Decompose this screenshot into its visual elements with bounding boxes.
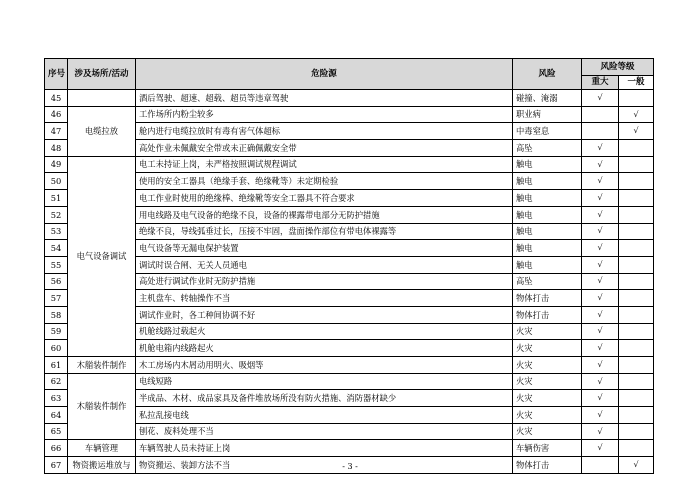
hazard-cell: 调试时误合闸、无关人员通电: [136, 256, 513, 273]
risk-cell: 高坠: [513, 140, 582, 157]
table-row: [45, 273, 654, 290]
table-row: [45, 240, 654, 257]
general-check-cell: [619, 206, 654, 223]
major-check-cell: √: [582, 190, 619, 207]
place-cell: 木艏装件制作: [68, 357, 136, 374]
table-row: [45, 206, 654, 223]
general-check-cell: [619, 423, 654, 440]
hazard-cell: 木工房场内木屑动用明火、吸烟等: [136, 357, 513, 374]
hazard-cell: 酒后驾驶、超速、超载、超员等违章驾驶: [136, 90, 513, 107]
risk-cell: 火灾: [513, 340, 582, 357]
row-number: 45: [45, 90, 68, 107]
risk-cell: 触电: [513, 223, 582, 240]
hazard-cell: 电线短路: [136, 373, 513, 390]
header-risk: 风险: [513, 59, 582, 90]
risk-cell: 物体打击: [513, 306, 582, 323]
hazard-cell: 电气设备等无漏电保护装置: [136, 240, 513, 257]
table-row: [45, 390, 654, 407]
row-number: 51: [45, 190, 68, 207]
hazard-cell: 刨花、废料处理不当: [136, 423, 513, 440]
major-check-cell: √: [582, 423, 619, 440]
table-row: [45, 373, 654, 390]
row-number: 48: [45, 140, 68, 157]
table-body: [45, 90, 654, 474]
general-check-cell: [619, 407, 654, 424]
major-check-cell: √: [582, 240, 619, 257]
general-check-cell: [619, 306, 654, 323]
row-number: 52: [45, 206, 68, 223]
risk-cell: 职业病: [513, 106, 582, 123]
place-cell: 电缆拉放: [68, 106, 136, 156]
place-cell: [68, 90, 136, 107]
major-check-cell: √: [582, 290, 619, 307]
row-number: 65: [45, 423, 68, 440]
general-check-cell: [619, 256, 654, 273]
table-row: [45, 156, 654, 173]
table-row: [45, 190, 654, 207]
general-check-cell: [619, 223, 654, 240]
risk-cell: 触电: [513, 173, 582, 190]
hazard-cell: 车辆驾驶人员未持证上岗: [136, 440, 513, 457]
risk-cell: 物体打击: [513, 290, 582, 307]
risk-cell: 火灾: [513, 407, 582, 424]
general-check-cell: [619, 357, 654, 374]
general-check-cell: [619, 190, 654, 207]
hazard-cell: 物资搬运、装卸方法不当: [136, 457, 513, 474]
header-no: 序号: [45, 59, 68, 90]
hazard-cell: 用电线路及电气设备的绝缘不良，设备的裸露带电部分无防护措施: [136, 206, 513, 223]
row-number: 47: [45, 123, 68, 140]
hazard-cell: 半成品、木材、成品家具及备件堆放场所没有防火措施、消防器材缺少: [136, 390, 513, 407]
hazard-cell: 工作场所内粉尘较多: [136, 106, 513, 123]
risk-cell: 火灾: [513, 357, 582, 374]
table-row: [45, 407, 654, 424]
row-number: 53: [45, 223, 68, 240]
major-check-cell: √: [582, 440, 619, 457]
risk-cell: 火灾: [513, 323, 582, 340]
major-check-cell: √: [582, 273, 619, 290]
page-number: - 3 -: [342, 462, 358, 471]
general-check-cell: [619, 390, 654, 407]
risk-cell: 触电: [513, 256, 582, 273]
hazard-cell: 电工作业时使用的绝缘棒、绝缘靴等安全工器具不符合要求: [136, 190, 513, 207]
header-major: 重大: [582, 76, 619, 90]
major-check-cell: √: [582, 206, 619, 223]
risk-cell: 触电: [513, 240, 582, 257]
major-check-cell: √: [582, 357, 619, 374]
risk-cell: 物体打击: [513, 457, 582, 474]
risk-cell: 火灾: [513, 423, 582, 440]
major-check-cell: √: [582, 407, 619, 424]
major-check-cell: √: [582, 90, 619, 107]
hazard-cell: 私拉乱接电线: [136, 407, 513, 424]
hazard-cell: 高处作业未佩戴安全带或未正确佩戴安全带: [136, 140, 513, 157]
general-check-cell: [619, 340, 654, 357]
row-number: 58: [45, 306, 68, 323]
risk-cell: 火灾: [513, 390, 582, 407]
hazard-cell: 绝缘不良，导线弧垂过长，压接不牢固，盘面操作部位有带电体裸露等: [136, 223, 513, 240]
row-number: 55: [45, 256, 68, 273]
major-check-cell: √: [582, 323, 619, 340]
row-number: 67: [45, 457, 68, 474]
table-row: [45, 357, 654, 374]
major-check-cell: √: [582, 256, 619, 273]
risk-cell: 火灾: [513, 373, 582, 390]
row-number: 60: [45, 340, 68, 357]
major-check-cell: √: [582, 173, 619, 190]
table-row: [45, 423, 654, 440]
major-check-cell: √: [582, 390, 619, 407]
table-row: [45, 140, 654, 157]
hazard-cell: 使用的安全工器具（绝缘手套、绝缘靴等）未定期检验: [136, 173, 513, 190]
general-check-cell: [619, 273, 654, 290]
row-number: 54: [45, 240, 68, 257]
general-check-cell: √: [619, 457, 654, 474]
general-check-cell: [619, 373, 654, 390]
header-general: 一般: [619, 76, 654, 90]
table-row: [45, 256, 654, 273]
hazard-cell: 高处进行调试作业时无防护措施: [136, 273, 513, 290]
general-check-cell: [619, 290, 654, 307]
risk-cell: 触电: [513, 156, 582, 173]
row-number: 61: [45, 357, 68, 374]
risk-table: [44, 58, 654, 474]
table-row: [45, 223, 654, 240]
major-check-cell: [582, 123, 619, 140]
hazard-cell: 机舱线路过载起火: [136, 323, 513, 340]
row-number: 49: [45, 156, 68, 173]
risk-cell: 碰撞、淹溺: [513, 90, 582, 107]
major-check-cell: √: [582, 156, 619, 173]
hazard-cell: 主机盘车、转轴操作不当: [136, 290, 513, 307]
risk-cell: 车辆伤害: [513, 440, 582, 457]
table-header: [45, 59, 654, 90]
risk-cell: 中毒窒息: [513, 123, 582, 140]
row-number: 64: [45, 407, 68, 424]
row-number: 66: [45, 440, 68, 457]
major-check-cell: √: [582, 140, 619, 157]
row-number: 63: [45, 390, 68, 407]
major-check-cell: √: [582, 373, 619, 390]
hazard-cell: 舱内进行电缆拉放时有毒有害气体超标: [136, 123, 513, 140]
risk-cell: 触电: [513, 190, 582, 207]
table-row: [45, 173, 654, 190]
header-hazard: 危险源: [136, 59, 513, 90]
general-check-cell: [619, 323, 654, 340]
header-risk-level: 风险等级: [582, 59, 654, 76]
table-row: [45, 340, 654, 357]
place-cell: 电气设备调试: [68, 156, 136, 356]
table-row: [45, 306, 654, 323]
row-number: 56: [45, 273, 68, 290]
general-check-cell: √: [619, 106, 654, 123]
table-row: [45, 440, 654, 457]
general-check-cell: [619, 173, 654, 190]
general-check-cell: [619, 156, 654, 173]
hazard-cell: 电工未持证上岗，未严格按照调试规程调试: [136, 156, 513, 173]
major-check-cell: √: [582, 223, 619, 240]
general-check-cell: √: [619, 123, 654, 140]
row-number: 57: [45, 290, 68, 307]
risk-cell: 触电: [513, 206, 582, 223]
table-row: [45, 90, 654, 107]
major-check-cell: √: [582, 306, 619, 323]
general-check-cell: [619, 440, 654, 457]
general-check-cell: [619, 240, 654, 257]
general-check-cell: [619, 140, 654, 157]
major-check-cell: [582, 106, 619, 123]
row-number: 62: [45, 373, 68, 390]
hazard-cell: 调试作业时，各工种间协调不好: [136, 306, 513, 323]
general-check-cell: [619, 90, 654, 107]
table-row: [45, 123, 654, 140]
header-place: 涉及场所/活动: [68, 59, 136, 90]
row-number: 59: [45, 323, 68, 340]
table-row: [45, 106, 654, 123]
place-cell: 物资搬运堆放与: [68, 457, 136, 474]
row-number: 46: [45, 106, 68, 123]
place-cell: 车辆管理: [68, 440, 136, 457]
place-cell: 木艏装件制作: [68, 373, 136, 440]
major-check-cell: √: [582, 340, 619, 357]
table-row: [45, 290, 654, 307]
hazard-cell: 机舱电箱内线路起火: [136, 340, 513, 357]
table-row: [45, 323, 654, 340]
row-number: 50: [45, 173, 68, 190]
risk-cell: 高坠: [513, 273, 582, 290]
